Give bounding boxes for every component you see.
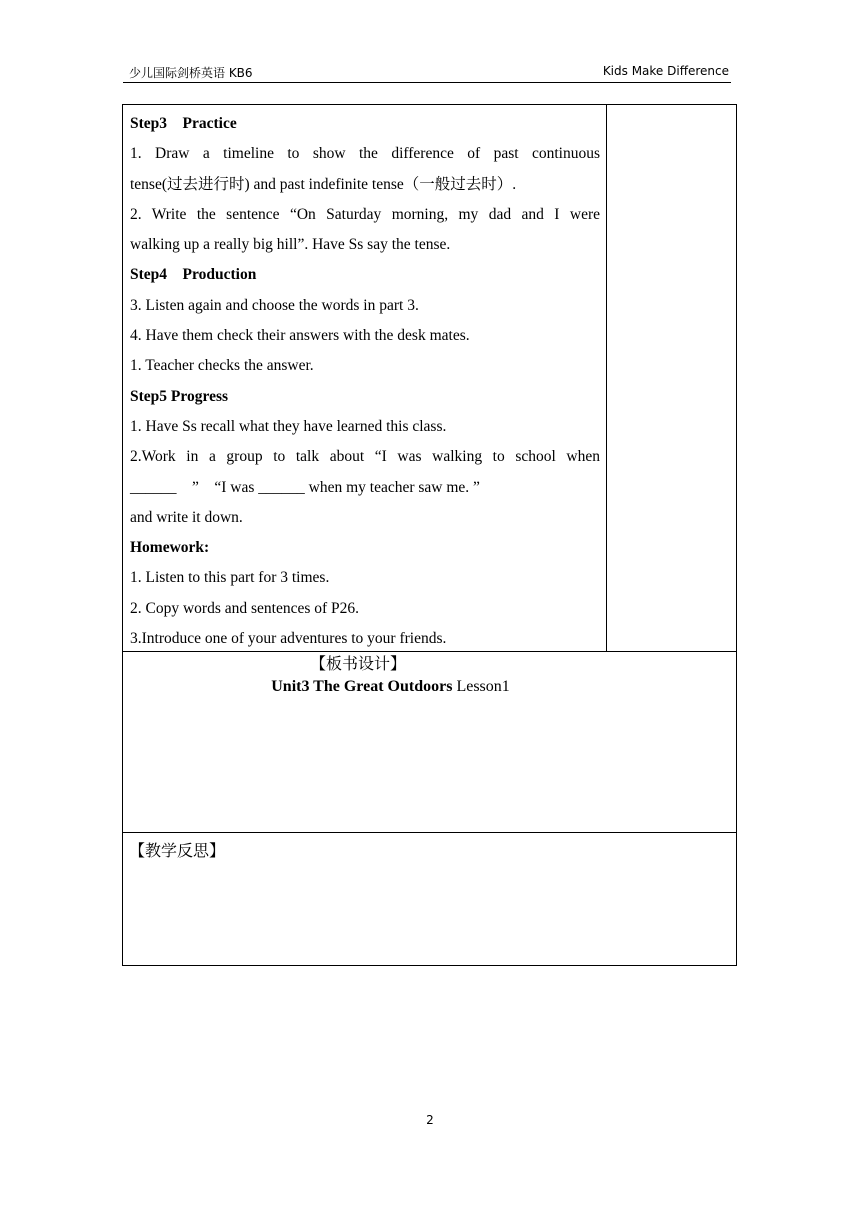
- step3-line1a: 1. Draw a timeline to show the difference of past continuous: [130, 145, 600, 163]
- procedure-cell: [123, 105, 607, 651]
- homework-line1: 1. Listen to this part for 3 times.: [130, 569, 330, 587]
- step5-line2b: ______ ” “I was ______ when my teacher saw me. ”: [130, 478, 480, 496]
- board-design-row: [123, 652, 736, 833]
- page-header: [123, 60, 731, 83]
- reflection-row: [123, 833, 736, 965]
- board-design-heading: 【板书设计】: [309, 656, 406, 673]
- step5-title: Step5 Progress: [130, 387, 229, 405]
- homework-title: Homework:: [130, 539, 210, 557]
- step4-line3: 3. Listen again and choose the words in part 3.: [130, 296, 419, 314]
- board-title-lesson: Lesson1: [452, 678, 510, 695]
- procedure-row: [123, 105, 736, 652]
- homework-line3: 3.Introduce one of your adventures to your friends.: [130, 630, 447, 648]
- homework-line2: 2. Copy words and sentences of P26.: [130, 599, 360, 617]
- step4-line4: 4. Have them check their answers with the desk mates.: [130, 327, 470, 345]
- step3-title: Step3 Practice: [130, 115, 237, 132]
- step4-line1: 1. Teacher checks the answer.: [130, 357, 314, 375]
- step3-line2b: walking up a really big hill”. Have Ss say the tense.: [130, 236, 451, 254]
- procedure-content: [130, 109, 600, 654]
- step3-line2a: 2. Write the sentence “On Saturday morning, my dad and I were: [130, 205, 600, 223]
- board-design-title: [123, 676, 658, 698]
- step4-title: Step4 Production: [130, 266, 257, 284]
- board-title-bold: Unit3 The Great Outdoors: [271, 678, 453, 695]
- page-number: 2: [426, 1113, 434, 1127]
- reflection-heading: 【教学反思】: [129, 843, 226, 860]
- step5-line2c: and write it down.: [130, 508, 243, 526]
- notes-cell: [607, 105, 736, 651]
- step3-line1b: tense(过去进行时) and past indefinite tense（一般过去时）.: [130, 175, 517, 193]
- header-course-title: 少儿国际剑桥英语 KB6: [129, 66, 253, 80]
- lesson-plan-table: [122, 104, 737, 966]
- step5-line1: 1. Have Ss recall what they have learned this class.: [130, 417, 447, 435]
- step5-line2a: 2.Work in a group to talk about “I was walking to school when: [130, 448, 600, 466]
- header-slogan: Kids Make Difference: [602, 64, 729, 78]
